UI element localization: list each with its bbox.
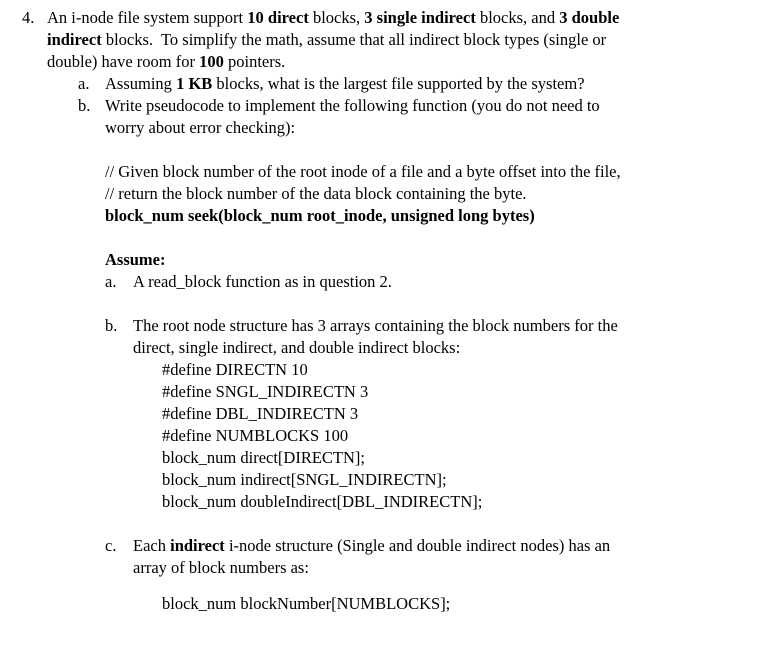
assume-heading: Assume: (105, 250, 166, 269)
code-line: #define SNGL_INDIRECTN 3 (162, 382, 369, 401)
code-line: #define DIRECTN 10 (162, 360, 308, 379)
assume-c-line-2: array of block numbers as: (133, 558, 309, 577)
assume-c-label: c. (105, 536, 117, 555)
question-intro-line-2 (47, 29, 606, 51)
assume-c-line-1 (133, 535, 610, 557)
intro-text: An i-node file system support (47, 8, 248, 27)
assume-c-bold: indirect (170, 536, 225, 555)
part-a-bold: 1 KB (176, 74, 213, 93)
question-intro-line-3 (47, 51, 285, 73)
part-a-label: a. (78, 74, 90, 93)
question-number: 4. (22, 8, 35, 27)
code-line: #define NUMBLOCKS 100 (162, 426, 349, 445)
intro-text: pointers. (223, 52, 286, 71)
code-line: block_num indirect[SNGL_INDIRECTN]; (162, 470, 447, 489)
part-b-line-2: worry about error checking): (105, 118, 296, 137)
code-line: block_num doubleIndirect[DBL_INDIRECTN]; (162, 492, 483, 511)
intro-text: blocks, and (475, 8, 560, 27)
assume-b-line-2: direct, single indirect, and double indirect blocks: (133, 338, 461, 357)
intro-bold: 10 direct (247, 8, 309, 27)
part-a-text (105, 73, 585, 95)
code-line-blocknumber: block_num blockNumber[NUMBLOCKS]; (162, 594, 451, 613)
function-signature: block_num seek(block_num root_inode, unsigned long bytes) (105, 206, 535, 225)
part-b-label: b. (78, 96, 91, 115)
intro-bold: 3 single indirect (364, 8, 476, 27)
code-line: #define DBL_INDIRECTN 3 (162, 404, 359, 423)
comment-line-1: // Given block number of the root inode of a file and a byte offset into the file, (105, 162, 621, 181)
assume-a-text: A read_block function as in question 2. (133, 272, 392, 291)
intro-text: blocks, (308, 8, 365, 27)
code-line: block_num direct[DIRECTN]; (162, 448, 365, 467)
intro-bold: 100 (199, 52, 224, 71)
assume-b-label: b. (105, 316, 118, 335)
comment-line-2: // return the block number of the data block containing the byte. (105, 184, 527, 203)
assume-c-text-seg: i-node structure (Single and double indirect nodes) has an (224, 536, 611, 555)
part-a-text-seg: Assuming (105, 74, 177, 93)
part-a-text-seg: blocks, what is the largest file supported by the system? (212, 74, 585, 93)
assume-c-text-seg: Each (133, 536, 171, 555)
assume-a-label: a. (105, 272, 117, 291)
assume-b-line-1: The root node structure has 3 arrays containing the block numbers for the (133, 316, 618, 335)
part-b-line-1: Write pseudocode to implement the following function (you do not need to (105, 96, 600, 115)
intro-bold: indirect (47, 30, 102, 49)
question-intro-line-1 (47, 7, 619, 29)
intro-text: blocks. To simplify the math, assume that all indirect block types (single or (101, 30, 607, 49)
intro-text: double) have room for (47, 52, 200, 71)
intro-bold: 3 double (559, 8, 620, 27)
